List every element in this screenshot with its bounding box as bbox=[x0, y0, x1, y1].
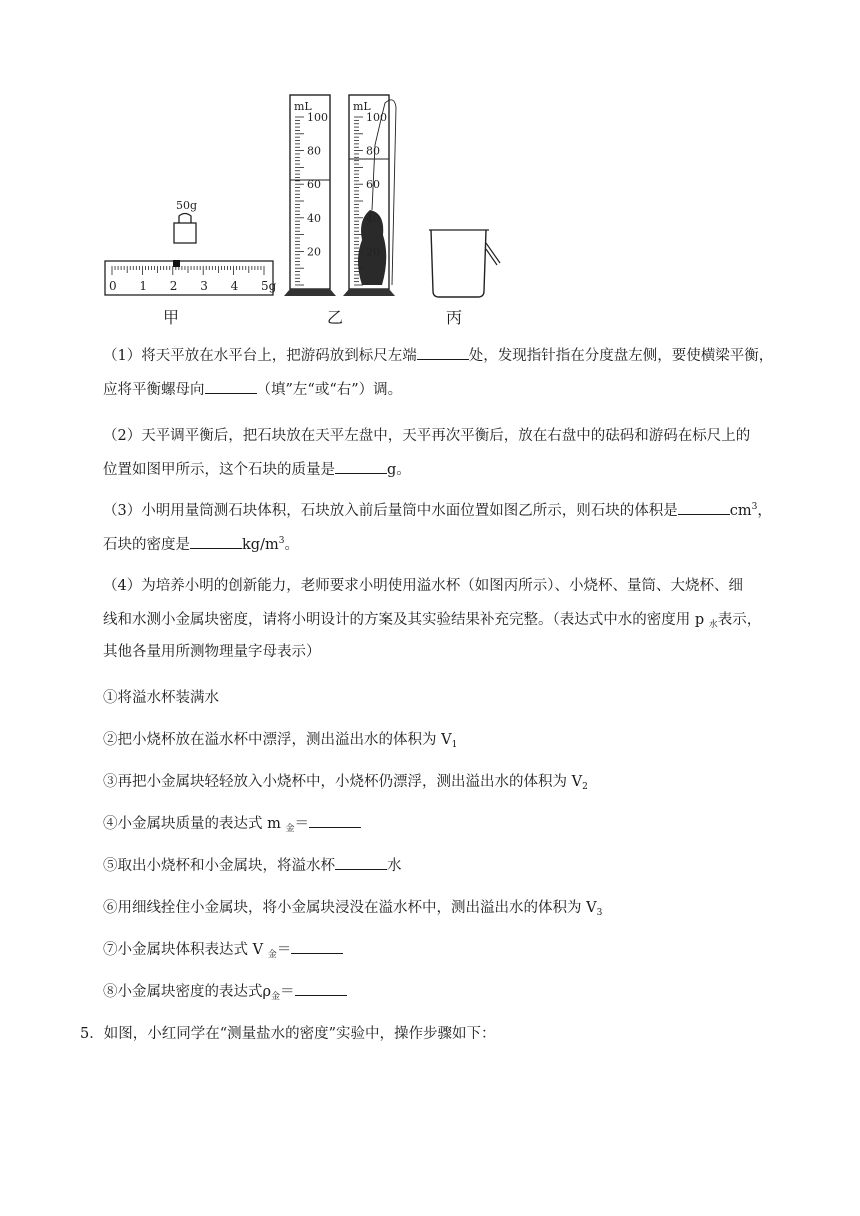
step-7 bbox=[103, 938, 343, 960]
cylinder-mark: 40 bbox=[307, 211, 321, 225]
q3-text-d: 石块的密度是 bbox=[103, 537, 190, 553]
q2-text-b: g。 bbox=[387, 462, 411, 478]
step-5-text-b: 水 bbox=[387, 858, 402, 874]
rider-marker bbox=[173, 260, 180, 267]
step-8-eq: ＝ bbox=[280, 984, 295, 1000]
question-5: 5．如图，小红同学在“测量盐水的密度”实验中，操作步骤如下： bbox=[80, 1026, 496, 1042]
q3-text-e: 。 bbox=[284, 537, 299, 553]
q2-text-a: 位置如图甲所示，这个石块的质量是 bbox=[103, 462, 335, 478]
step-8 bbox=[103, 980, 347, 1002]
q2-line1: （2）天平调平衡后，把石块放在天平左盘中，天平再次平衡后，放在右盘中的砝码和游码在标尺上的 bbox=[103, 428, 751, 444]
q3-unit-2: kg/m bbox=[242, 537, 279, 553]
q4-text-b: 表示， bbox=[717, 612, 762, 628]
q4-line3: 其他各量用所测物理量字母表示） bbox=[103, 644, 321, 660]
figure-drawing bbox=[100, 85, 520, 330]
cylinder-mark: 80 bbox=[366, 144, 380, 158]
ruler-tick-label: 1 bbox=[139, 279, 148, 293]
step-4-text: ④小金属块质量的表达式 m bbox=[103, 816, 286, 832]
q4-text-a: 线和水测小金属块密度，请将小明设计的方案及其实验结果补充完整。（表达式中水的密度用 p bbox=[103, 612, 709, 628]
cylinder-before bbox=[284, 95, 336, 296]
step-8-text: ⑧小金属块密度的表达式ρ bbox=[103, 984, 272, 1000]
q3-blank-1[interactable] bbox=[678, 500, 730, 515]
q1-blank-2[interactable] bbox=[205, 379, 257, 394]
q3-line2 bbox=[103, 533, 299, 554]
cylinder-unit: mL bbox=[353, 100, 371, 113]
q1-line2 bbox=[103, 378, 402, 399]
q4-line1: （4）为培养小明的创新能力，老师要求小明使用溢水杯（如图丙所示）、小烧杯、量筒、大烧杯、细 bbox=[103, 578, 743, 594]
ruler-tick-label: 5g bbox=[261, 279, 277, 293]
figure-label-yi: 乙 bbox=[327, 308, 344, 327]
step-8-blank[interactable] bbox=[295, 981, 347, 996]
cylinder-mark: 20 bbox=[366, 245, 380, 259]
step-5-blank[interactable] bbox=[335, 855, 387, 870]
ruler-tick-label: 0 bbox=[109, 279, 117, 293]
q1-blank-1[interactable] bbox=[417, 345, 469, 360]
figure-label-bing: 丙 bbox=[446, 308, 463, 327]
cylinder-after bbox=[343, 95, 396, 296]
step-3-text: ③再把小金属块轻轻放入小烧杯中，小烧杯仍漂浮，测出溢出水的体积为 V bbox=[103, 774, 583, 790]
q4-line2 bbox=[103, 608, 761, 630]
ruler-tick-label: 4 bbox=[230, 279, 239, 293]
step-7-eq: ＝ bbox=[276, 942, 292, 958]
q4-sub: 水 bbox=[708, 620, 718, 630]
cylinder-mark: 100 bbox=[307, 111, 328, 124]
overflow-cup bbox=[429, 230, 500, 297]
step-2 bbox=[103, 728, 457, 750]
step-6-text: ⑥用细线拴住小金属块，将小金属块浸没在溢水杯中，测出溢出水的体积为 V bbox=[103, 900, 597, 916]
figure-label-jia: 甲 bbox=[163, 308, 180, 327]
q3-blank-2[interactable] bbox=[190, 534, 242, 549]
balance-ruler bbox=[105, 260, 273, 295]
step-7-sub: 金 bbox=[267, 950, 277, 960]
q3-sup-2: 3 bbox=[278, 536, 285, 546]
step-5 bbox=[103, 854, 402, 875]
step-2-sub: 1 bbox=[451, 740, 458, 750]
q1-text-a: （1）将天平放在水平台上，把游码放到标尺左端 bbox=[103, 348, 417, 364]
q1-text-d: （填”左“或“右”）调。 bbox=[256, 382, 403, 398]
q3-text-c: ， bbox=[757, 503, 772, 519]
ruler-tick-label: 3 bbox=[200, 279, 208, 293]
step-3 bbox=[103, 770, 588, 792]
step-8-sub: 金 bbox=[271, 992, 281, 1002]
experiment-figure bbox=[100, 85, 520, 330]
step-7-blank[interactable] bbox=[291, 939, 343, 954]
cylinder-mark: 60 bbox=[307, 178, 321, 192]
cylinder-mark: 80 bbox=[307, 144, 321, 158]
step-3-sub: 2 bbox=[582, 782, 588, 792]
step-5-text: ⑤取出小烧杯和小金属块，将溢水杯 bbox=[103, 858, 335, 874]
ruler-tick-label: 2 bbox=[169, 279, 178, 293]
q3-line1 bbox=[103, 499, 772, 520]
cylinder-mark: 40 bbox=[366, 211, 380, 225]
step-2-text: ②把小烧杯放在溢水杯中漂浮，测出溢出水的体积为 V bbox=[103, 732, 452, 748]
step-4-sub: 金 bbox=[285, 824, 295, 834]
step-6-sub: 3 bbox=[596, 908, 603, 918]
cylinder-mark: 60 bbox=[366, 178, 380, 192]
q2-blank[interactable] bbox=[335, 459, 387, 474]
cylinder-mark: 20 bbox=[307, 245, 321, 259]
step-4-blank[interactable] bbox=[309, 813, 361, 828]
cylinder-mark: 100 bbox=[366, 111, 387, 124]
balance-weight bbox=[174, 214, 196, 244]
q1-line1 bbox=[103, 344, 773, 365]
q3-text-a: （3）小明用量筒测石块体积，石块放入前后量筒中水面位置如图乙所示，则石块的体积是 bbox=[103, 503, 678, 519]
q2-line2 bbox=[103, 458, 411, 479]
step-1: ①将溢水杯装满水 bbox=[103, 690, 219, 706]
weight-label: 50g bbox=[176, 199, 198, 212]
q1-text-b: 处，发现指针指在分度盘左侧，要使横梁平衡， bbox=[468, 348, 774, 364]
step-4 bbox=[103, 812, 361, 834]
step-4-eq: ＝ bbox=[294, 816, 309, 832]
step-6 bbox=[103, 896, 602, 918]
q3-unit-1: cm bbox=[729, 503, 752, 519]
q3-sup-1: 3 bbox=[751, 502, 758, 512]
q1-text-c: 应将平衡螺母向 bbox=[103, 382, 205, 398]
cylinder-unit: mL bbox=[294, 100, 312, 113]
step-7-text: ⑦小金属块体积表达式 V bbox=[103, 942, 268, 958]
